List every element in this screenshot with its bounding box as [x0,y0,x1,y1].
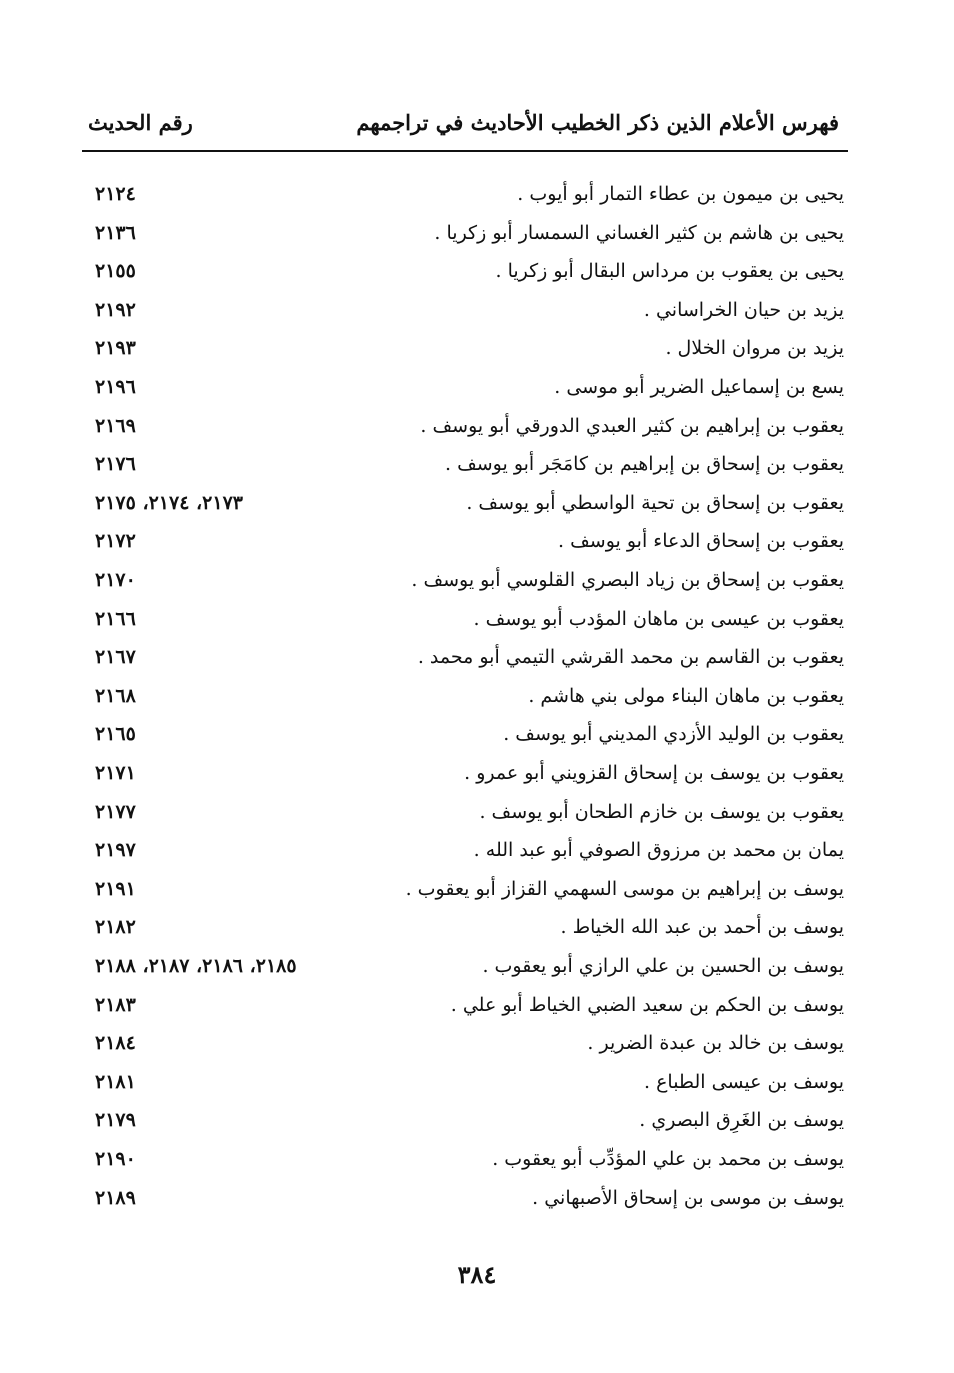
entry-hadith-numbers: ٢١٧٣، ٢١٧٤، ٢١٧٥ [95,491,243,514]
entry-hadith-numbers: ٢١٥٥ [95,260,136,283]
index-entry [0,871,954,907]
index-entry [0,639,954,675]
index-entry [0,330,954,366]
entry-name: يعقوب بن إسحاق بن زياد البصري القلوسي أبو يوسف . [411,569,844,591]
entry-name: يحيى بن يعقوب بن مرداس البقال أبو زكريا . [495,260,844,283]
entry-name: يعقوب بن يوسف بن إسحاق القزويني أبو عمرو . [464,762,844,784]
index-entry [0,408,954,444]
index-entry [0,909,954,945]
entry-name: يحيى بن هاشم بن كثير الغساني السمسار أبو زكريا . [434,221,844,244]
entry-hadith-numbers: ٢١٨٥، ٢١٨٦، ٢١٨٧، ٢١٨٨ [95,955,297,977]
entry-hadith-numbers: ٢١٦٧ [95,646,136,669]
index-entry [0,948,954,984]
entry-hadith-numbers: ٢١٧٦ [95,453,136,476]
index-entry [0,716,954,752]
entry-name: يوسف بن الحكم بن سعيد الضبي الخياط أبو علي . [450,993,844,1016]
hadith-number-column-label: رقم الحديث [88,110,193,135]
page-number: ٣٨٤ [457,1260,497,1289]
index-entry [0,1141,954,1177]
index-entry [0,176,954,212]
index-entry [0,678,954,714]
index-entry [0,292,954,328]
entry-name: يسع بن إسماعيل الضرير أبو موسى . [554,376,844,398]
entry-name: يوسف بن الغَرِق البصري . [639,1109,844,1132]
index-entry [0,523,954,559]
entry-name: يحيى بن ميمون بن عطاء التمار أبو أيوب . [517,183,844,205]
entry-hadith-numbers: ٢١٧٧ [95,800,136,823]
entry-hadith-numbers: ٢١٩١ [95,877,136,900]
entry-hadith-numbers: ٢١٨١ [95,1070,136,1093]
entry-hadith-numbers: ٢١٣٦ [95,221,136,244]
entry-name: يعقوب بن إسحاق بن إبراهيم بن كامَجَر أبو يوسف . [445,453,844,476]
entry-name: يوسف بن إبراهيم بن موسى السهمي القزاز أبو يعقوب . [405,877,844,900]
index-entry [0,369,954,405]
entry-name: يعقوب بن إبراهيم بن كثير العبدي الدورقي أبو يوسف . [420,414,844,437]
index-entry [0,485,954,521]
index-entry [0,755,954,791]
entry-hadith-numbers: ٢١٩٣ [95,337,136,360]
entry-name: يوسف بن عيسى الطباع . [643,1070,844,1093]
index-entry [0,562,954,598]
entry-hadith-numbers: ٢١٩٧ [95,839,136,862]
entry-name: يعقوب بن إسحاق الدعاء أبو يوسف . [558,530,844,553]
entry-name: يوسف بن محمد بن علي المؤدِّب أبو يعقوب . [492,1148,844,1170]
entry-name: يعقوب بن القاسم بن محمد القرشي التيمي أبو محمد . [417,646,844,669]
entry-name: يزيد بن مروان الخلال . [665,337,844,360]
index-title: فهرس الأعلام الذين ذكر الخطيب الأحاديث في تراجمهم [356,110,839,135]
index-entry [0,446,954,482]
entry-hadith-numbers: ٢١٧٢ [95,530,136,553]
entry-hadith-numbers: ٢١٦٨ [95,684,136,707]
entry-hadith-numbers: ٢١٦٦ [95,607,136,630]
entry-hadith-numbers: ٢١٩٠ [95,1148,136,1170]
entry-name: يوسف بن موسى بن إسحاق الأصبهاني . [532,1186,844,1209]
index-entry [0,215,954,251]
entry-name: يزيد بن حيان الخراساني . [643,298,844,321]
entry-name: يوسف بن خالد بن عبدة الضرير . [587,1032,844,1055]
index-entry [0,1180,954,1216]
index-entry [0,987,954,1023]
entry-hadith-numbers: ٢١٨٤ [95,1032,136,1055]
entry-hadith-numbers: ٢١٧٠ [95,569,136,591]
entry-name: يعقوب بن عيسى بن ماهان المؤدب أبو يوسف . [473,607,844,630]
index-entry [0,794,954,830]
entry-name: يعقوب بن الوليد الأزدي المديني أبو يوسف . [503,723,844,746]
entry-hadith-numbers: ٢١٨٩ [95,1186,136,1209]
entry-hadith-numbers: ٢١٦٥ [95,723,136,746]
entry-name: يوسف بن الحسين بن علي الرازي أبو يعقوب . [482,955,844,977]
entry-name: يوسف بن أحمد بن عبد الله الخياط . [560,916,844,939]
entry-hadith-numbers: ٢١٩٦ [95,376,136,398]
entry-hadith-numbers: ٢١٢٤ [95,183,136,205]
entry-name: يعقوب بن ماهان البناء مولى بني هاشم . [528,684,844,707]
entry-hadith-numbers: ٢١٦٩ [95,414,136,437]
index-entry [0,1064,954,1100]
entry-name: يعقوب بن يوسف بن خازم الطحان أبو يوسف . [479,800,844,823]
entry-hadith-numbers: ٢١٩٢ [95,298,136,321]
index-entry [0,832,954,868]
entry-name: يمان بن محمد بن مرزوق الصوفي أبو عبد الله . [473,839,844,862]
entry-hadith-numbers: ٢١٧١ [95,762,136,784]
entry-hadith-numbers: ٢١٨٢ [95,916,136,939]
entry-hadith-numbers: ٢١٨٣ [95,993,136,1016]
index-entry [0,1025,954,1061]
index-entry [0,253,954,289]
entry-hadith-numbers: ٢١٧٩ [95,1109,136,1132]
index-entry [0,1102,954,1138]
entry-name: يعقوب بن إسحاق بن تحية الواسطي أبو يوسف . [466,491,844,514]
index-entry [0,601,954,637]
